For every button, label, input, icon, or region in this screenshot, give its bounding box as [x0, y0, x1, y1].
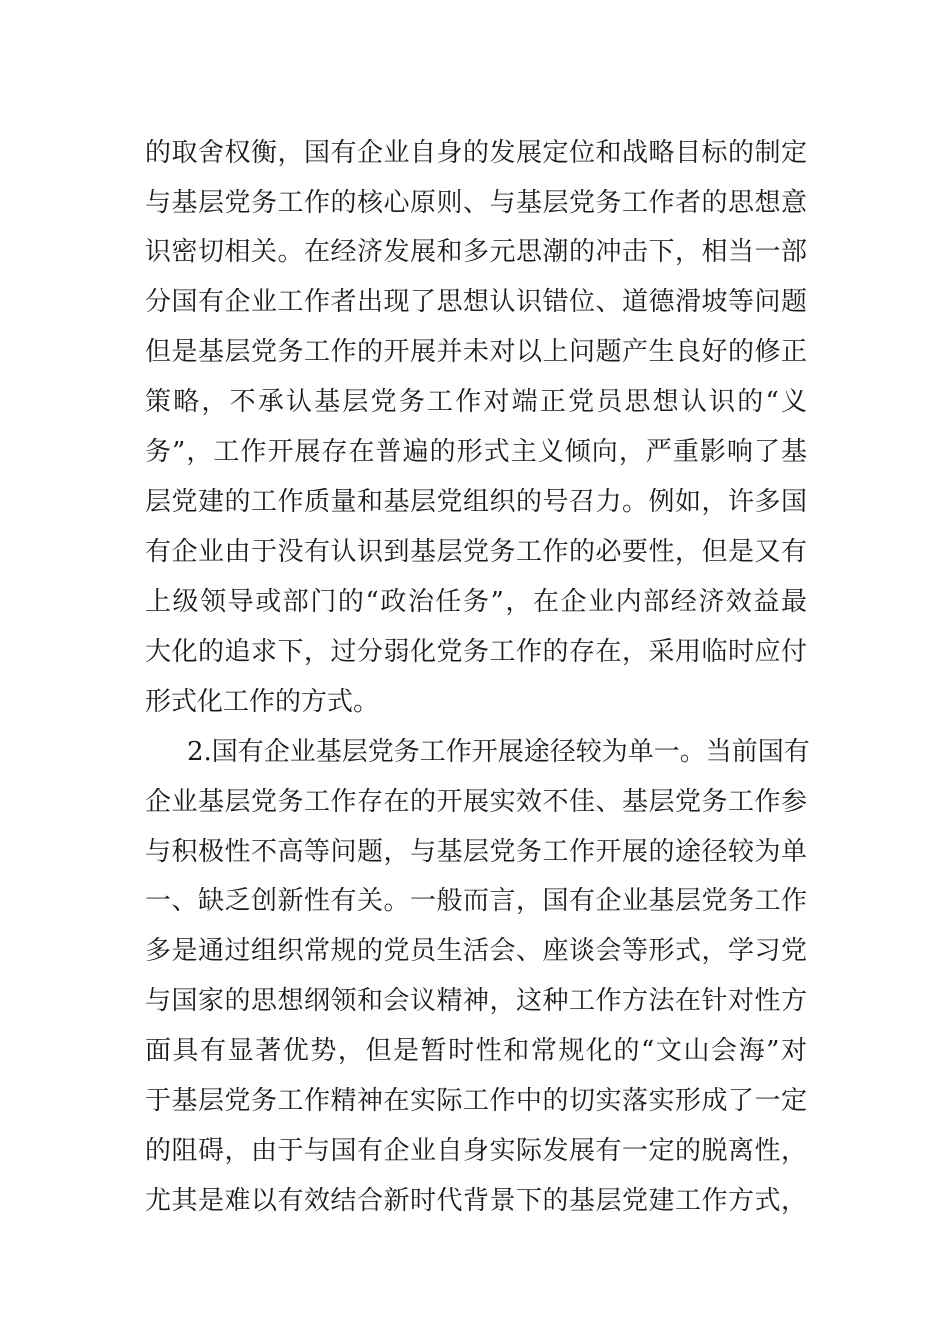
- text-line: 多是通过组织常规的党员生活会、座谈会等形式，学习党: [145, 936, 807, 966]
- text-line: 的阻碍，由于与国有企业自身实际发展有一定的脱离性，: [145, 1136, 807, 1166]
- text-line: 形式化工作的方式。: [145, 687, 380, 717]
- text-line: 与积极性不高等问题，与基层党务工作开展的途径较为单: [145, 837, 807, 867]
- text-line: 面具有显著优势，但是暂时性和常规化的“文山会海”对: [145, 1036, 807, 1066]
- text-line: 的取舍权衡，国有企业自身的发展定位和战略目标的制定: [145, 138, 807, 168]
- text-line: 与基层党务工作的核心原则、与基层党务工作者的思想意: [145, 188, 807, 218]
- text-line: 与国家的思想纲领和会议精神，这种工作方法在针对性方: [145, 986, 807, 1016]
- text-line-section-heading: 2.国有企业基层党务工作开展途径较为单一。当前国有: [187, 737, 810, 767]
- text-line: 上级领导或部门的“政治任务”，在企业内部经济效益最: [145, 587, 807, 617]
- text-line: 大化的追求下，过分弱化党务工作的存在，采用临时应付: [145, 637, 807, 667]
- text-line: 有企业由于没有认识到基层党务工作的必要性，但是又有: [145, 537, 807, 567]
- text-line: 企业基层党务工作存在的开展实效不佳、基层党务工作参: [145, 787, 807, 817]
- text-line: 识密切相关。在经济发展和多元思潮的冲击下，相当一部: [145, 237, 807, 267]
- text-line: 层党建的工作质量和基层党组织的号召力。例如，许多国: [145, 487, 807, 517]
- text-line: 一、缺乏创新性有关。一般而言，国有企业基层党务工作: [145, 886, 807, 916]
- text-line: 于基层党务工作精神在实际工作中的切实落实形成了一定: [145, 1086, 807, 1116]
- text-line: 务”，工作开展存在普遍的形式主义倾向，严重影响了基: [145, 437, 807, 467]
- text-line: 但是基层党务工作的开展并未对以上问题产生良好的修正: [145, 337, 807, 367]
- text-line: 策略，不承认基层党务工作对端正党员思想认识的“义: [145, 387, 807, 417]
- text-line: 分国有企业工作者出现了思想认识错位、道德滑坡等问题: [145, 287, 807, 317]
- text-line: 尤其是难以有效结合新时代背景下的基层党建工作方式，: [145, 1186, 807, 1216]
